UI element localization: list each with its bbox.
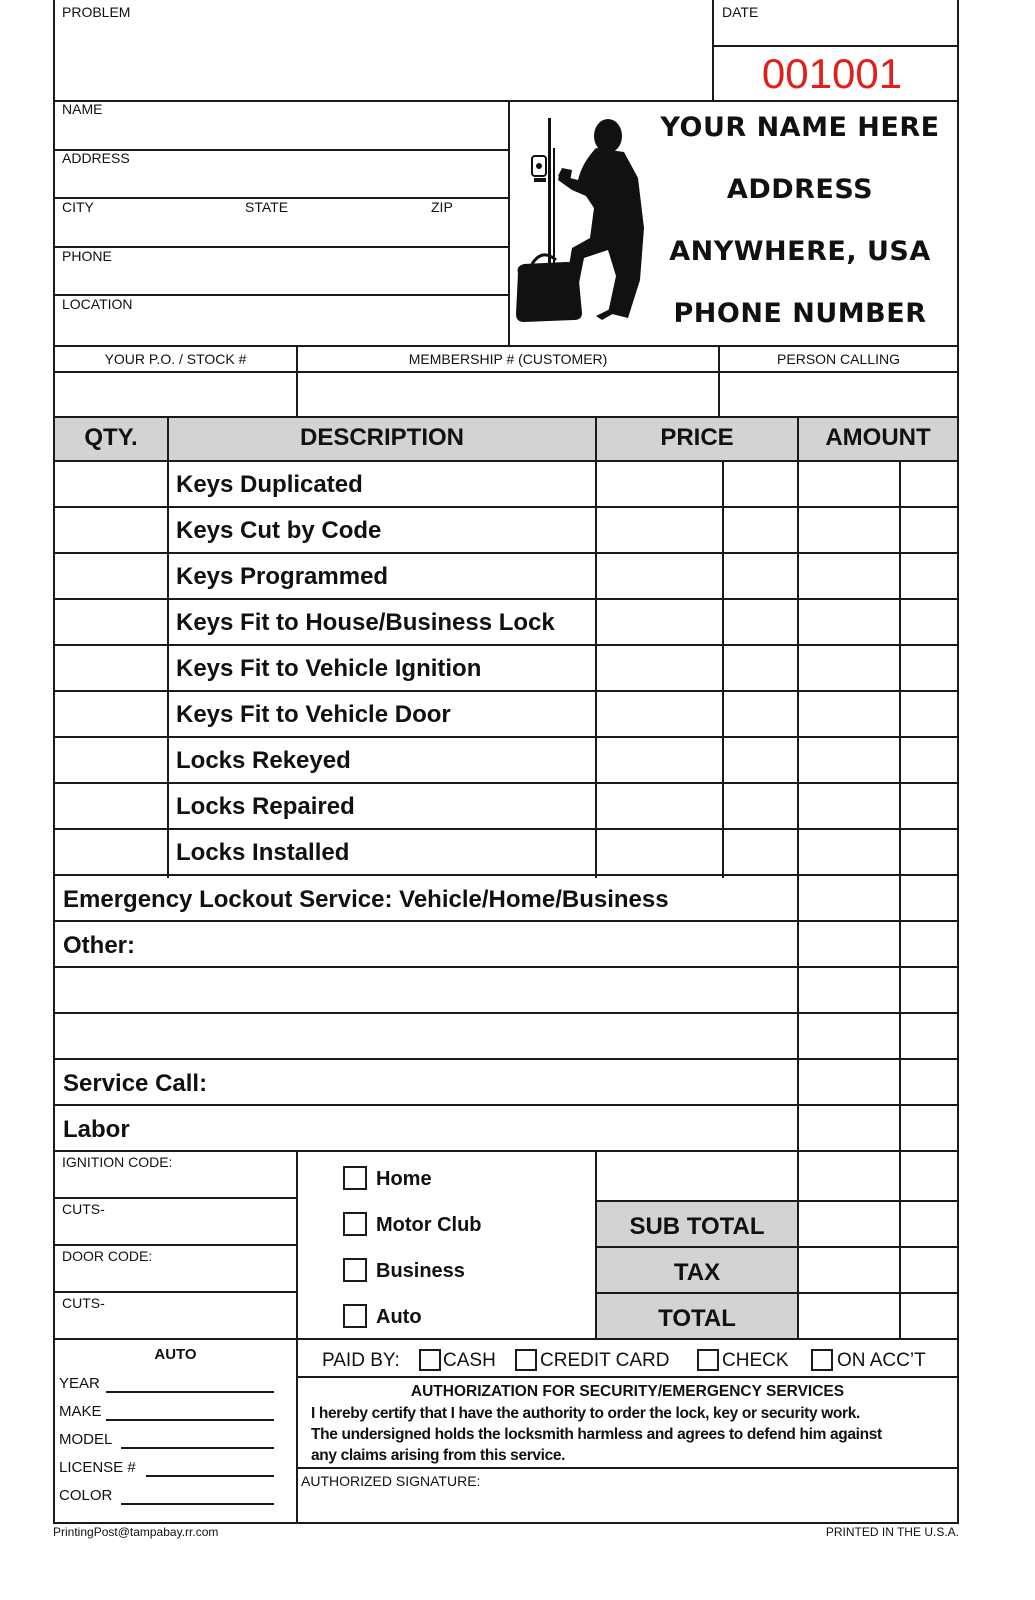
total-label: TOTAL <box>658 1305 736 1332</box>
name-field[interactable] <box>56 118 506 148</box>
line-item: Locks Rekeyed <box>176 747 351 774</box>
year-label: YEAR <box>59 1375 100 1392</box>
license-field[interactable] <box>146 1475 274 1477</box>
home-checkbox[interactable] <box>343 1166 367 1190</box>
company-phone: PHONE NUMBER <box>673 298 927 329</box>
zip-label: ZIP <box>431 199 453 215</box>
problem-label: PROBLEM <box>62 4 131 20</box>
line-item: Locks Repaired <box>176 793 355 820</box>
date-label: DATE <box>722 4 759 20</box>
membership-label: MEMBERSHIP # (CUSTOMER) <box>408 351 608 367</box>
line-item: Locks Installed <box>176 839 350 866</box>
company-name: YOUR NAME HERE <box>660 112 940 143</box>
authorization-text-line: The undersigned holds the locksmith harmless and agrees to defend him against <box>311 1426 882 1443</box>
labor-label: Labor <box>63 1116 130 1143</box>
line-item: Keys Duplicated <box>176 471 363 498</box>
cash-label: CASH <box>443 1350 496 1371</box>
check-checkbox[interactable] <box>697 1349 719 1371</box>
line-item: Keys Programmed <box>176 563 389 590</box>
ignition-code-label: IGNITION CODE: <box>62 1154 173 1170</box>
business-label: Business <box>376 1260 465 1282</box>
date-field[interactable] <box>716 22 956 44</box>
description-header: DESCRIPTION <box>299 424 464 451</box>
cuts-label: CUTS- <box>62 1201 105 1217</box>
paid-by-label: PAID BY: <box>322 1350 400 1371</box>
on-account-label: ON ACC’T <box>837 1350 926 1371</box>
locksmith-silhouette-icon <box>512 108 652 338</box>
on-account-checkbox[interactable] <box>811 1349 833 1371</box>
model-label: MODEL <box>59 1431 113 1448</box>
license-label: LICENSE # <box>59 1459 136 1476</box>
home-label: Home <box>376 1168 432 1190</box>
caller-label: PERSON CALLING <box>777 351 900 367</box>
make-label: MAKE <box>59 1403 102 1420</box>
problem-field[interactable] <box>56 22 708 98</box>
printed-in-usa: PRINTED IN THE U.S.A. <box>825 1525 959 1539</box>
name-label: NAME <box>62 101 103 117</box>
company-address: ADDRESS <box>726 174 874 205</box>
tax-label: TAX <box>673 1259 721 1286</box>
caller-field[interactable] <box>721 374 956 415</box>
authorization-title: AUTHORIZATION FOR SECURITY/EMERGENCY SERVICES <box>410 1383 845 1400</box>
phone-field[interactable] <box>56 264 506 293</box>
service-call-label: Service Call: <box>63 1070 208 1097</box>
subtotal-label: SUB TOTAL <box>629 1213 765 1240</box>
make-field[interactable] <box>106 1419 274 1421</box>
other-label: Other: <box>63 932 135 959</box>
printer-email: PrintingPost@tampabay.rr.com <box>53 1525 219 1539</box>
invoice-number: 001001 <box>761 50 903 97</box>
qty-header: QTY. <box>84 424 138 451</box>
door-code-label: DOOR CODE: <box>62 1248 153 1264</box>
check-label: CHECK <box>722 1350 789 1371</box>
line-item: Keys Fit to Vehicle Ignition <box>176 655 482 682</box>
line-item: Keys Fit to Vehicle Door <box>176 701 451 728</box>
address-field[interactable] <box>56 167 506 196</box>
location-field[interactable] <box>56 313 506 344</box>
line-item: Keys Fit to House/Business Lock <box>176 609 555 636</box>
year-field[interactable] <box>106 1391 274 1393</box>
cuts-label: CUTS- <box>62 1295 105 1311</box>
auto-title: AUTO <box>154 1346 197 1363</box>
signature-label: AUTHORIZED SIGNATURE: <box>301 1473 481 1489</box>
price-header: PRICE <box>660 424 734 451</box>
company-city: ANYWHERE, USA <box>669 236 931 267</box>
emergency-lockout-item: Emergency Lockout Service: Vehicle/Home/Business <box>63 886 669 913</box>
business-checkbox[interactable] <box>343 1258 367 1282</box>
motor-club-checkbox[interactable] <box>343 1212 367 1236</box>
motor-club-label: Motor Club <box>376 1214 482 1236</box>
credit-card-checkbox[interactable] <box>515 1349 537 1371</box>
authorization-text-line: I hereby certify that I have the authority to order the lock, key or security work. <box>311 1405 860 1422</box>
credit-card-label: CREDIT CARD <box>540 1350 670 1371</box>
phone-label: PHONE <box>62 248 112 264</box>
amount-header: AMOUNT <box>825 424 931 451</box>
po-field[interactable] <box>56 374 295 415</box>
auto-checkbox[interactable] <box>343 1304 367 1328</box>
city-label: CITY <box>62 199 94 215</box>
state-label: STATE <box>245 199 289 215</box>
city-state-zip-field[interactable] <box>56 215 506 245</box>
line-item: Keys Cut by Code <box>176 517 382 544</box>
po-label: YOUR P.O. / STOCK # <box>104 351 247 367</box>
membership-field[interactable] <box>299 374 717 415</box>
model-field[interactable] <box>121 1447 274 1449</box>
color-field[interactable] <box>121 1503 274 1505</box>
auto-label: Auto <box>376 1306 422 1328</box>
cash-checkbox[interactable] <box>419 1349 441 1371</box>
authorization-text-line: any claims arising from this service. <box>311 1447 566 1464</box>
signature-field[interactable] <box>299 1490 955 1520</box>
location-label: LOCATION <box>62 296 133 312</box>
address-label: ADDRESS <box>62 150 130 166</box>
color-label: COLOR <box>59 1487 113 1504</box>
